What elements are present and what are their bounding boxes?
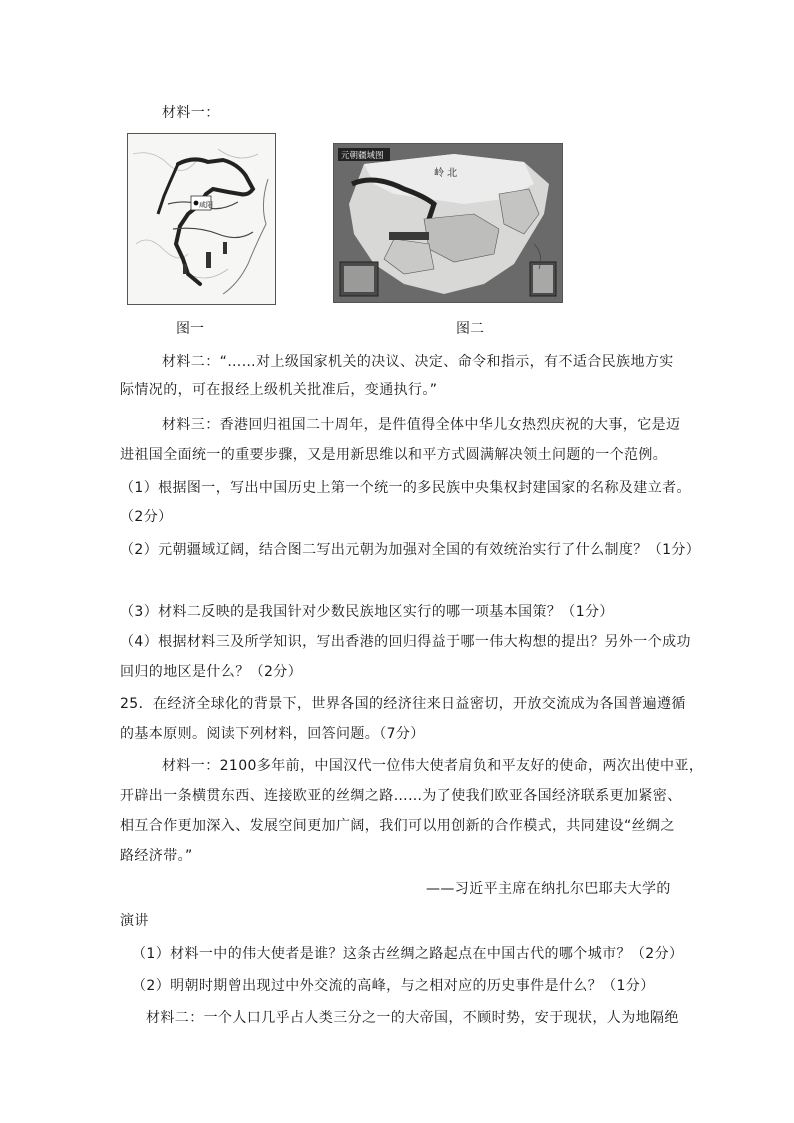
material3-line1: 材料三：香港回归祖国二十周年，是件值得全体中华儿女热烈庆祝的大事，它是迈: [162, 417, 681, 433]
question-24-1: （1）根据图一，写出中国历史上第一个统一的多民族中央集权封建国家的名称及建立者。: [120, 480, 691, 496]
qin-dynasty-map: [127, 133, 276, 305]
q25-question-2: （2）明朝时期曾出现过中外交流的高峰，与之相对应的历史事件是什么？（1分）: [132, 978, 655, 994]
city-label-xianyang: 咸阳: [199, 201, 213, 209]
q25-intro-line1: 25．在经济全球化的背景下，世界各国的经济往来日益密切，开放交流成为各国普遍遵循: [120, 696, 686, 712]
material2-line2: 际情况的，可在报经上级机关批准后，变通执行。”: [120, 382, 438, 398]
q25-intro-line2: 的基本原则。阅读下列材料，回答问题。（7分）: [120, 726, 425, 742]
material3-line2: 进祖国全面统一的重要步骤，又是用新思维以和平方式圆满解决领土问题的一个范例。: [120, 447, 668, 463]
qin-map-drawing: [128, 134, 275, 304]
question-24-4-cont: 回归的地区是什么？（2分）: [120, 664, 303, 680]
q25-source-line2: 演讲: [120, 913, 149, 929]
yuan-map-drawing: [334, 144, 562, 302]
question-24-4: （4）根据材料三及所学知识，写出香港的回归得益于哪一伟大构想的提出？另外一个成功: [120, 634, 691, 650]
map2-title: 元朝疆域图: [341, 151, 384, 161]
yuan-dynasty-map: [333, 143, 563, 303]
question-24-2: （2）元朝疆域辽阔，结合图二写出元朝为加强对全国的有效统治实行了什么制度？（1分）: [120, 542, 701, 558]
q25-question-1: （1）材料一中的伟大使者是谁？这条古丝绸之路起点在中国古代的哪个城市？（2分）: [132, 946, 684, 962]
material1-label: 材料一：: [162, 105, 220, 121]
region-label-lingbei: 岭 北: [434, 168, 458, 179]
question-24-3: （3）材料二反映的是我国针对少数民族地区实行的哪一项基本国策？（1分）: [120, 604, 614, 620]
q25-material1-line3: 相互合作更加深入、发展空间更加广阔，我们可以用创新的合作模式，共同建设“丝绸之: [120, 818, 675, 834]
figure2-caption: 图二: [456, 321, 484, 337]
figure1-caption: 图一: [176, 321, 204, 337]
material2-line1: 材料二：“……对上级国家机关的决议、决定、命令和指示，有不适合民族地方实: [162, 354, 674, 370]
question-24-1-score: （2分）: [120, 509, 173, 525]
q25-material1-line4: 路经济带。”: [120, 848, 193, 864]
q25-material1-line2: 开辟出一条横贯东西、连接欧亚的丝绸之路……为了使我们欧亚各国经济联系更加紧密、: [120, 788, 682, 804]
q25-material2-line: 材料二：一个人口几乎占人类三分之一的大帝国，不顾时势，安于现状，人为地隔绝: [146, 1010, 679, 1026]
q25-source-line1: ——习近平主席在纳扎尔巴耶夫大学的: [426, 881, 671, 897]
q25-material1-line1: 材料一：2100多年前，中国汉代一位伟大使者肩负和平友好的使命，两次出使中亚，: [162, 758, 704, 774]
